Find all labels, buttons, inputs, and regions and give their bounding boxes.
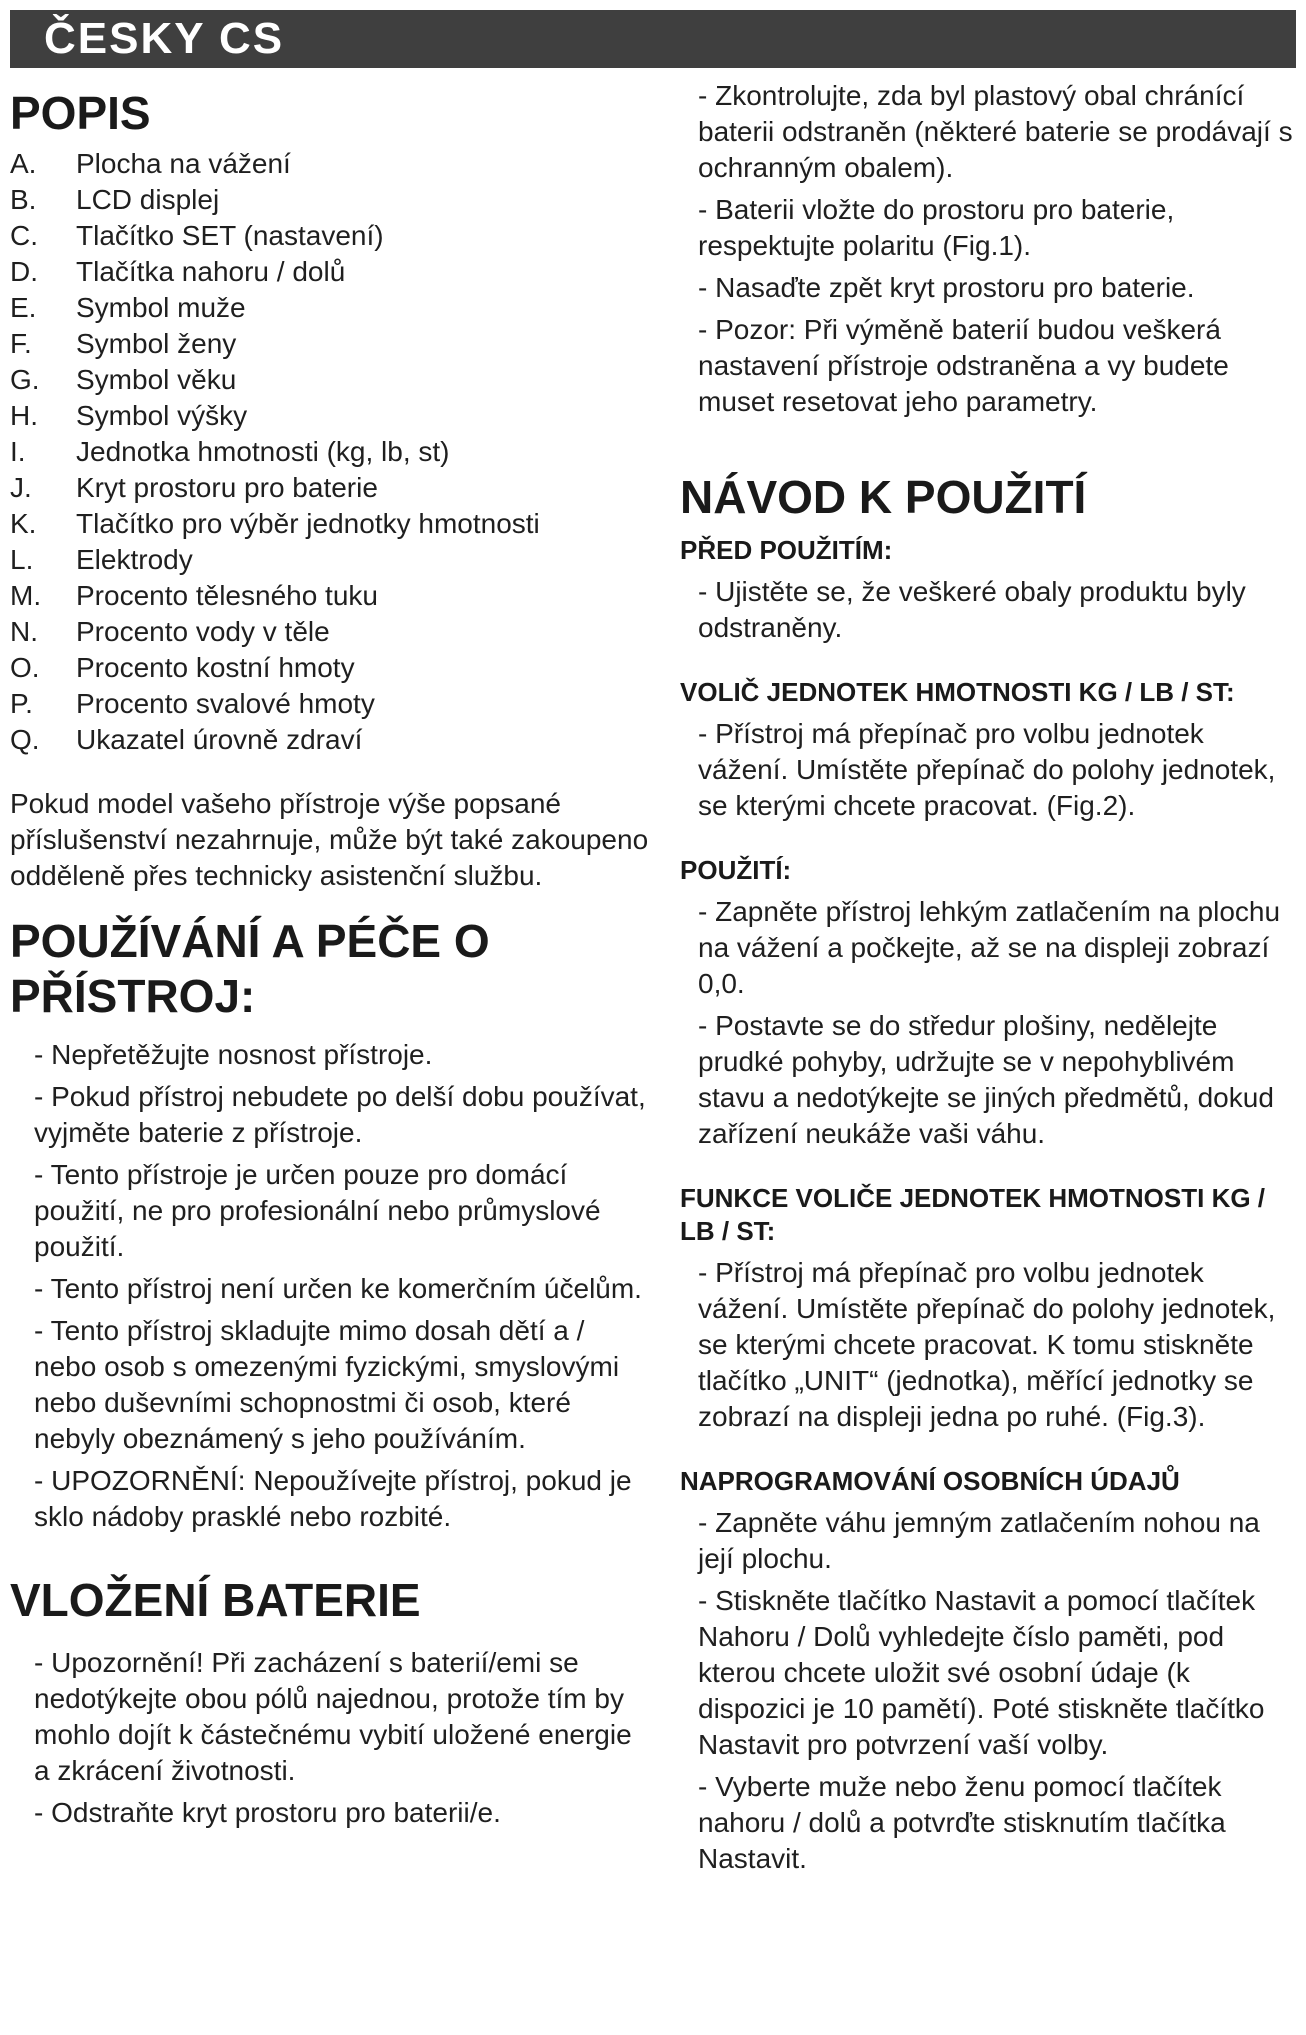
instruction-item: - Stiskněte tlačítko Nastavit a pomocí tlačítek Nahoru / Dolů vyhledejte číslo paměti, pod kterou chcete uložit své osobní údaje (k dispozici je 10 pamětí). Poté stiskněte tlačítko Nastavit pro potvrzení vaší volby. — [698, 1585, 1265, 1761]
instructions-heading: NÁVOD K POUŽITÍ — [680, 471, 1087, 523]
legend-item: H. Symbol výšky — [10, 400, 248, 432]
battery-heading: VLOŽENÍ BATERIE — [10, 1573, 421, 1626]
care-list — [10, 1037, 650, 1535]
usage-heading: POUŽITÍ: — [680, 854, 792, 885]
instruction-item: - Přístroj má přepínač pro volbu jednotek vážení. Umístěte přepínač do polohy jednotek, se kterými chcete pracovat. K tomu stiskněte tlačítko „UNIT“ (jednotka), měřící jednotky se zobrazí na displeji jedna po ruhé. (Fig.3). — [698, 1257, 1276, 1433]
accessories-note: Pokud model vašeho přístroje výše popsané příslušenství nezahrnuje, může být také zakoupeno odděleně přes technicky asistenční službu. — [10, 788, 649, 892]
before-use-list — [680, 574, 1300, 646]
instruction-item: - Přístroj má přepínač pro volbu jednotek vážení. Umístěte přepínač do polohy jednotek, se kterými chcete pracovat. (Fig.2). — [698, 717, 1276, 821]
battery-item: - Pozor: Při výměně baterií budou veškerá nastavení přístroje odstraněna a vy budete muset resetovat jeho parametry. — [698, 314, 1229, 417]
battery-item: - Baterii vložte do prostoru pro baterie, respektujte polaritu (Fig.1). — [698, 194, 1175, 261]
care-item: - Tento přístroj není určen ke komerčním účelům. — [34, 1272, 642, 1304]
instruction-item: - Ujistěte se, že veškeré obaly produktu byly odstraněny. — [698, 576, 1246, 644]
legend-item: E. Symbol muže — [10, 292, 246, 324]
care-item: - Tento přístroje je určen pouze pro domácí použití, ne pro profesionální nebo průmyslové použití. — [34, 1158, 601, 1262]
legend-item: N. Procento vody v těle — [10, 616, 330, 648]
legend-item: O. Procento kostní hmoty — [10, 652, 355, 684]
legend-item: B. LCD displej — [10, 184, 220, 216]
usage-list — [680, 894, 1300, 1152]
battery-item: - Zkontrolujte, zda byl plastový obal chránící baterii odstraněn (některé baterie se prodávají s ochranným obalem). — [698, 80, 1293, 183]
legend-item: M. Procento tělesného tuku — [10, 580, 378, 612]
unit-selector-heading: VOLIČ JEDNOTEK HMOTNOSTI KG / LB / ST: — [680, 677, 1235, 708]
parts-legend — [10, 146, 650, 758]
legend-item: J. Kryt prostoru pro baterie — [10, 472, 378, 504]
legend-item: G. Symbol věku — [10, 364, 237, 396]
battery-item: - Upozornění! Při zacházení s baterií/emi se nedotýkejte obou pólů najednou, protože tím by mohlo dojít k částečnému vybití uložené energie a zkrácení životnosti. — [34, 1647, 632, 1787]
left-column — [10, 78, 650, 1837]
popis-heading: POPIS — [10, 87, 151, 139]
care-item: - Pokud přístroj nebudete po delší dobu používat, vyjměte baterie z přístroje. — [34, 1080, 646, 1148]
care-item: - UPOZORNĚNÍ: Nepoužívejte přístroj, pokud je sklo nádoby prasklé nebo rozbité. — [34, 1464, 632, 1532]
personal-data-heading: NAPROGRAMOVÁNÍ OSOBNÍCH ÚDAJŮ — [680, 1466, 1180, 1497]
personal-data-list — [680, 1505, 1300, 1877]
battery-list-right — [680, 78, 1300, 420]
legend-item: P. Procento svalové hmoty — [10, 688, 375, 720]
right-column — [680, 78, 1300, 1883]
before-use-heading: PŘED POUŽITÍM: — [680, 535, 893, 566]
legend-item: Q. Ukazatel úrovně zdraví — [10, 724, 363, 756]
language-title: ČESKY CS — [44, 14, 285, 63]
legend-item: I. Jednotka hmotnosti (kg, lb, st) — [10, 436, 450, 468]
language-header — [10, 10, 1296, 68]
unit-function-heading: FUNKCE VOLIČE JEDNOTEK HMOTNOSTI KG / LB / ST: — [680, 1182, 1266, 1247]
battery-item: - Odstraňte kryt prostoru pro baterii/e. — [34, 1797, 501, 1829]
legend-item: F. Symbol ženy — [10, 328, 237, 360]
legend-item: C. Tlačítko SET (nastavení) — [10, 220, 384, 252]
care-heading: POUŽÍVÁNÍ A PÉČE O PŘÍSTROJ: — [10, 915, 490, 1022]
instruction-item: - Vyberte muže nebo ženu pomocí tlačítek nahoru / dolů a potvrďte stisknutím tlačítka Nastavit. — [698, 1771, 1226, 1875]
unit-selector-list — [680, 716, 1300, 824]
unit-function-list — [680, 1255, 1300, 1435]
legend-item: A. Plocha na vážení — [10, 148, 291, 180]
instruction-item: - Postavte se do středur plošiny, nedělejte prudké pohyby, udržujte se v nepohyblivém stavu a nedotýkejte se jiných předmětů, dokud zařízení neukáže vaši váhu. — [698, 1009, 1274, 1149]
instruction-item: - Zapněte váhu jemným zatlačením nohou na její plochu. — [698, 1507, 1260, 1575]
legend-item: L. Elektrody — [10, 544, 193, 576]
care-item: - Nepřetěžujte nosnost přístroje. — [34, 1038, 433, 1070]
legend-item: K. Tlačítko pro výběr jednotky hmotnosti — [10, 508, 540, 540]
care-item: - Tento přístroj skladujte mimo dosah dětí a / nebo osob s omezenými fyzickými, smyslovými nebo duševními schopnostmi či osob, které nebyly obeznámený s jeho používáním. — [34, 1314, 620, 1454]
instruction-item: - Zapněte přístroj lehkým zatlačením na plochu na vážení a počkejte, až se na displeji zobrazí 0,0. — [698, 895, 1281, 999]
battery-list-left — [10, 1645, 650, 1831]
legend-item: D. Tlačítka nahoru / dolů — [10, 256, 346, 288]
battery-item: - Nasaďte zpět kryt prostoru pro baterie. — [698, 272, 1195, 303]
